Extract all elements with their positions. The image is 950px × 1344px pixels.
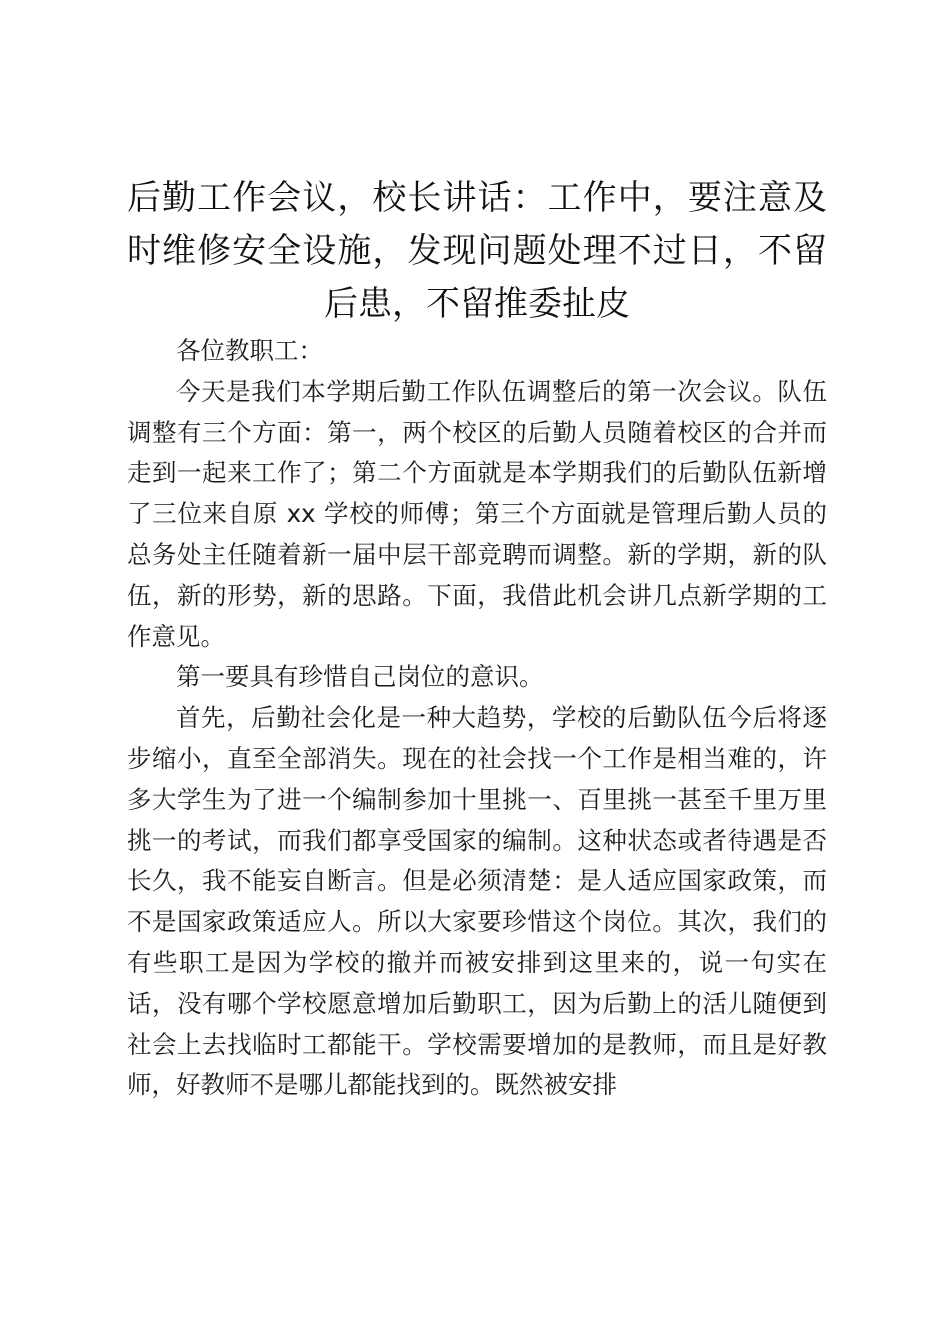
salutation-paragraph: 各位教职工：: [176, 336, 323, 365]
body-paragraph: 首先，后勤社会化是一种大趋势，学校的后勤队伍今后将逐步缩小，直至全部消失。现在的社会找一个工作是相当难的，许多大学生为了进一个编制参加十里挑一、百里挑一甚至千里万里挑一的考试，而我们都享受国家的编制。这种状态或者待遇是否长久，我不能妄自断言。但是必须清楚：是人适应国家政策，而不是国家政策适应人。所以大家要珍惜这个岗位。其次，我们的有些职工是因为学校的撤并而被安排到这里来的，说一句实在话，没有哪个学校愿意增加后勤职工，因为后勤上的活儿随便到社会上去找临时工都能干。学校需要增加的是教师，而且是好教师，好教师不是哪儿都能找到的。既然被安排: [127, 703, 827, 1100]
document-body: [127, 172, 827, 1106]
document-title: 后勤工作会议，校长讲话：工作中，要注意及时维修安全设施，发现问题处理不过日，不留后患，不留推委扯皮: [127, 178, 827, 324]
section-heading-paragraph: 第一要具有珍惜自己岗位的意识。: [176, 662, 544, 692]
intro-paragraph: 今天是我们本学期后勤工作队伍调整后的第一次会议。队伍调整有三个方面：第一，两个校区的后勤人员随着校区的合并而走到一起来工作了；第二个方面就是本学期我们的后勤队伍新增了三位来自原 xx 学校的师傅；第三个方面就是管理后勤人员的总务处主任随着新一届中层干部竞聘而调整。新的学期，新的队伍，新的形势，新的思路。下面，我借此机会讲几点新学期的工作意见。: [127, 376, 827, 651]
